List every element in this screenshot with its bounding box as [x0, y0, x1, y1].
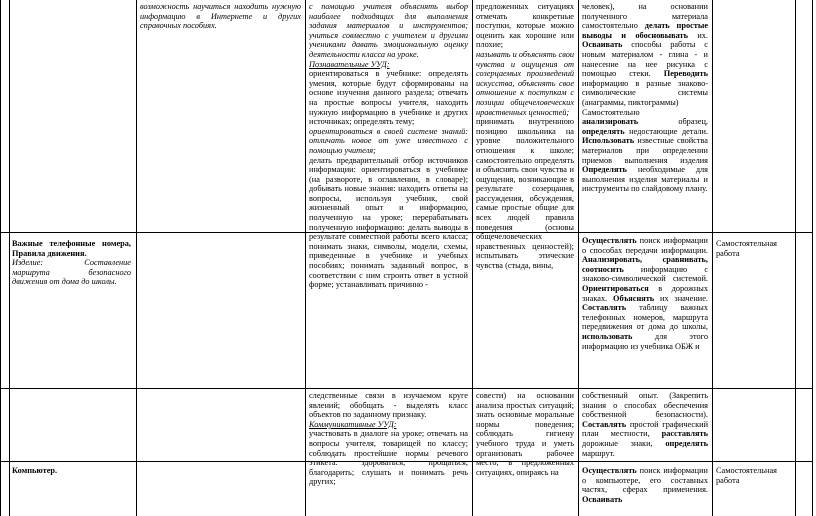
table-border-left	[0, 0, 1, 516]
col5-row3-osv: Осваивать	[582, 494, 623, 504]
work-form-label: Самостоятельная работа	[716, 239, 777, 258]
col5-row2-opr: определять	[665, 438, 708, 448]
col5-self: Самостоятельно	[582, 107, 640, 117]
col5-top-text	[582, 2, 708, 230]
col5-row3-osush: Осуществлять	[582, 466, 637, 475]
col2-text	[140, 2, 301, 31]
col5-opr2: Определять	[582, 165, 627, 175]
page-break-line	[0, 388, 813, 389]
col5-activities-b	[582, 117, 708, 194]
col5-row2-text	[582, 391, 708, 460]
col5-m-orient-text: в дорожных знаках.	[582, 283, 708, 303]
col5-row3-text	[582, 466, 708, 516]
col5-m-osush-text: поиск информации о способах передачи информации.	[582, 236, 708, 255]
col5-activities-a	[582, 2, 708, 108]
col4-a: предложенных ситуациях отмечать конкретные поступки, которые можно оценить как хорошие или плохие;	[476, 2, 574, 50]
col4-c: принимать внутреннюю позицию школьника на уровне положительного отношения к школе; самостоятельно определять и объяснять свои чувства и ощущения, возникающие в результате созерцания, рассуждения, обсуждения, самые простые общие для всех людей правила поведения (основы общечеловеческих нравственных ценностей); испытывать этические чувства (стыда, вины,	[476, 117, 574, 271]
col5-m-obj-text: их значение.	[660, 293, 708, 303]
col3-body-c: делать предварительный отбор источников информации: ориентироваться в учебнике (на развороте, в оглавлении, в словаре); добывать новые знания: находить ответы на вопросы, используя учебник, свой жизненный опыт и информацию, полученную на уроке; перерабатывать полученную информацию: делать выводы в результате совместной работы всего класса; понимать знаки, символы, модели, схемы, приведенные в учебнике и учебных пособиях; понимать заданный вопрос, в соответствии с ним строить ответ в устной форме; устанавливать причинно -	[309, 155, 468, 290]
col-divider-1	[9, 0, 10, 516]
col5-row2-paragraph	[582, 391, 708, 458]
col3-text	[309, 2, 468, 387]
col3-row2-text	[309, 391, 468, 516]
col6-form-cell	[716, 239, 792, 258]
col3-row2-b: участвовать в диалоге на уроке; отвечать на вопросы учителя, товарищей по классу; соблюдать простейшие нормы речевого этикета: здороваться, прощаться, благодарить; слушать и понимать речь других;	[309, 429, 468, 487]
col5-m-isp: использовать	[582, 331, 633, 341]
col-divider-5	[578, 0, 579, 516]
col2-paragraph: возможность научиться находить нужную информацию в Интернете и других справочных пособиях.	[140, 2, 301, 31]
col5-isp-text: известные свойства материалов при определении приемов выполнения изделия	[582, 136, 708, 165]
col5-opr-text: недостающие детали.	[629, 126, 708, 136]
col3-body-b: ориентироваться в своей системе знаний: отличать новое от уже известного с помощью учителя;	[309, 126, 468, 155]
col5-row2-sost-text: простой графический план местности,	[582, 419, 708, 439]
col3-intro: с помощью учителя объяснять выбор наиболее подходящих для выполнения задания материалов и инструментов; учиться совместно с учителем и другими учениками давать эмоциональную оценку деятельности класса на уроке.	[309, 2, 468, 59]
col-divider-2	[136, 0, 137, 516]
col3-row2-a: следственные связи в изучаемом круге явлений; обобщать - выделять класс объектов по заданному признаку.	[309, 391, 468, 420]
col5-mid-paragraph	[582, 236, 708, 351]
communicative-heading: Коммуникативные УУД:	[309, 419, 397, 429]
topic-title: Важные телефонные номера, Правила движения.	[12, 239, 131, 258]
col5-osv: Осваивать	[582, 40, 623, 50]
col5-top: человек), на основании полученного материала самостоятельно	[582, 2, 708, 31]
topic-title-computer: Компьютер.	[12, 466, 58, 475]
topic-cell-traffic	[12, 239, 131, 287]
topic-task: Изделие: Составление маршрута безопасного движения от дома до школы.	[12, 258, 131, 287]
col5-m-anal: Анализировать, сравнивать, соотносить	[582, 255, 708, 274]
col3-body-a: ориентироваться в учебнике: определять умения, которые будут сформированы на основе изучения данного раздела; отвечать на простые вопросы учителя, находить нужную информацию в учебнике и других источниках; определять тему;	[309, 69, 468, 127]
col5-mid-text	[582, 236, 708, 387]
col4-b: называть и объяснять свои чувства и ощущения от созерцаемых произведений искусства, объяснять свое отношение к поступкам с позиции общечеловеческих нравственных ценностей;	[476, 49, 574, 117]
col5-row2-sost: Составлять	[582, 419, 627, 429]
col5-row2-rasst-text: дорожные знаки,	[582, 438, 653, 448]
col5-top-bold: делать простые выводы и обосновывать	[582, 21, 708, 40]
col5-m-obj: Объяснять	[613, 293, 655, 303]
col-divider-6	[712, 0, 713, 516]
col5-anal-text: образец,	[678, 117, 708, 127]
col5-isp: Использовать	[582, 136, 635, 146]
col5-m-orient: Ориентироваться	[582, 283, 649, 293]
col5-row2-a: собственный опыт. (Закрепить знания о способах обеспечения собственной безопасности).	[582, 391, 708, 420]
col6-row3-cell	[716, 466, 792, 485]
col-divider-3	[305, 0, 306, 516]
col5-perev-text: информацию в разные знаково-символические системы (анаграммы, пиктограммы)	[582, 78, 708, 107]
col5-row2-opr-text: маршрут.	[582, 448, 615, 458]
col5-m-sost-text: таблицу важных телефонных номеров, маршрута передвижения от дома до школы,	[582, 303, 708, 332]
topic-cell-computer	[12, 466, 131, 476]
col4-text	[476, 2, 574, 387]
col4-row2-text	[476, 391, 574, 516]
cognitive-heading: Познавательные УУД:	[309, 59, 390, 69]
col5-opr2-text: необходимые для выполнения изделия материалы и инструменты по слайдовому плану.	[582, 165, 708, 194]
col5-top-end: их.	[697, 30, 708, 40]
col5-osv-text: способы работы с новым материалом - глина - и нанесение на нее рисунка с помощью стеки.	[582, 40, 708, 79]
col5-perev: Переводить	[663, 69, 708, 79]
col5-m-isp-text: для этого информацию из учебника ОБЖ и	[582, 331, 708, 351]
col5-opr: определять	[582, 126, 625, 136]
col-divider-4	[472, 0, 473, 516]
col5-m-osush: Осуществлять	[582, 236, 637, 245]
table-border-right	[812, 0, 813, 516]
work-form-label-2: Самостоятельная работа	[716, 466, 777, 485]
col5-row3-osush-text: поиск информации о компьютере, его составных частях, сферах применения.	[582, 466, 708, 495]
col5-row2-rasst: расставлять	[661, 429, 708, 439]
col5-m-sost: Составлять	[582, 303, 627, 313]
col5-anal: анализировать	[582, 117, 639, 127]
col5-row3-paragraph	[582, 466, 708, 504]
col-divider-7	[795, 0, 796, 516]
col4-row2: совести) на основании анализа простых ситуаций; знать основные моральные нормы поведения; соблюдать гигиену учебного труда и уметь организовать рабочее место; в предложенных ситуациях, опираясь на	[476, 391, 574, 477]
col5-m-anal-text: информацию с знаково-символической системой.	[582, 264, 708, 284]
